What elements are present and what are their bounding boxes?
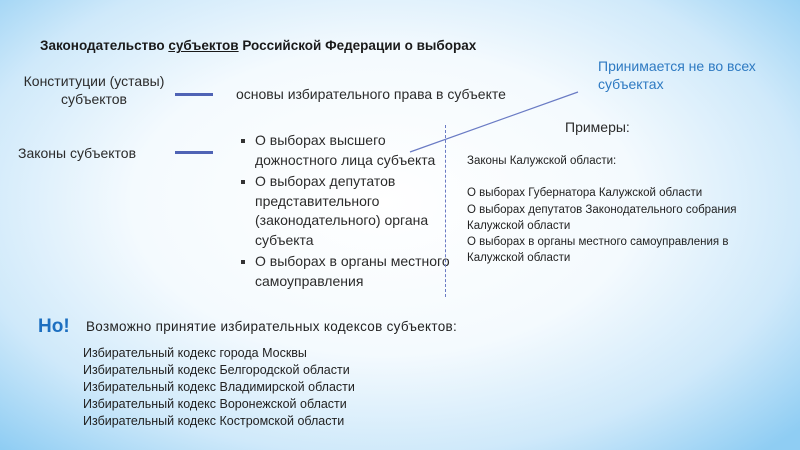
spacer [467,169,737,185]
list-item: Избирательный кодекс Воронежской области [83,397,347,411]
codes-intro: Возможно принятие избирательных кодексов субъектов: [86,319,458,334]
list-item: Избирательный кодекс Белгородской области [83,363,350,377]
title-part: Российской Федерации о выборах [238,38,477,53]
list-item: Избирательный кодекс города Москвы [83,346,307,360]
title-part: Законодательство [40,38,169,53]
example-line: Законы Калужской области: [467,155,617,167]
arrow-line [410,92,578,152]
list-item: О выборах высшего дожностного лица субъекта [240,131,455,170]
codes-list [83,345,355,430]
title-underlined: субъектов [168,38,239,53]
constitutions-description: основы избирательного права в субъекте [236,86,506,102]
examples-block [467,153,737,267]
list-item: Избирательный кодекс Костромской области [83,414,345,428]
list-item: Избирательный кодекс Владимирской области [83,380,355,394]
note-text: Принимается не во всех субъектах [598,58,756,92]
example-line: О выборах в органы местного самоуправления в Калужской области [467,236,729,265]
list-item: О выборах депутатов представительного (законодательного) органа субъекта [240,172,455,250]
example-line: О выборах депутатов Законодательного собрания Калужской области [467,203,737,232]
example-line: О выборах Губернатора Калужской области [467,187,703,200]
examples-label: Примеры: [565,119,630,135]
laws-label: Законы субъектов [18,145,137,161]
list-item: О выборах в органы местного самоуправления [240,252,455,291]
but-label: Но! [38,316,70,337]
dashed-divider [445,125,446,297]
constitutions-label: Конституции (уставы) субъектов [23,73,165,107]
